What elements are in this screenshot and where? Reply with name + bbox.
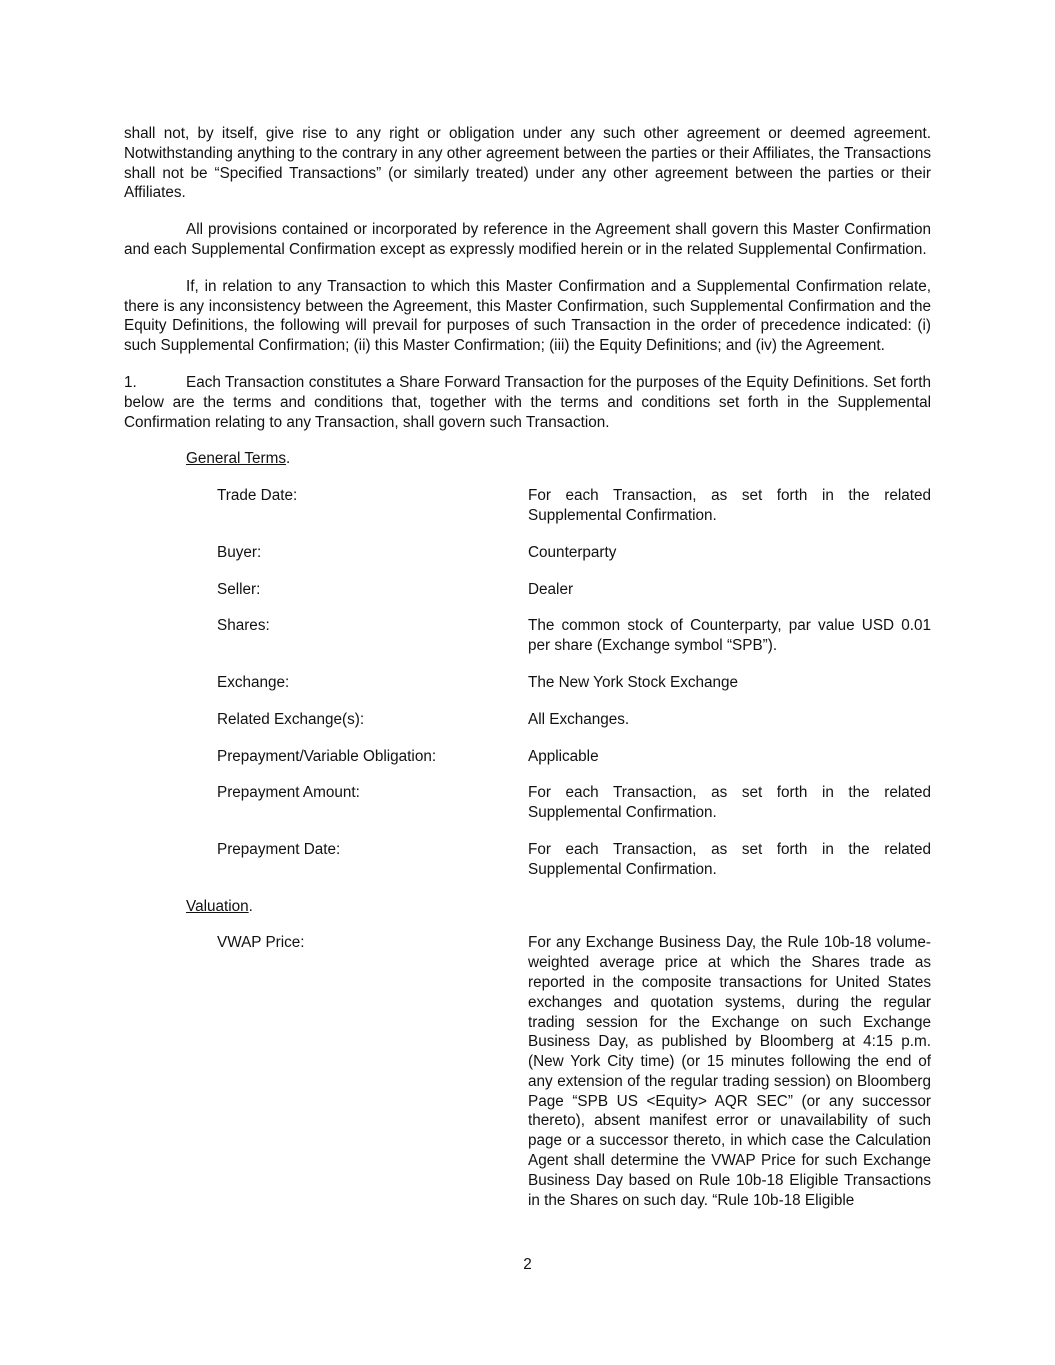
- heading-suffix: .: [248, 897, 253, 915]
- term-value: Applicable: [528, 747, 599, 765]
- term-row-buyer: [124, 543, 931, 563]
- term-row-vwap-price: [124, 933, 931, 1210]
- term-label: Shares:: [217, 617, 270, 635]
- general-terms-list: [124, 486, 931, 879]
- term-label: Prepayment Date:: [217, 840, 341, 858]
- heading-suffix: .: [286, 450, 291, 468]
- term-label: Related Exchange(s):: [217, 710, 365, 728]
- term-label: VWAP Price:: [217, 934, 305, 952]
- term-row-exchange: [124, 673, 931, 693]
- paragraph-provisions: All provisions contained or incorporated by reference in the Agreement shall govern this Master Confirmation and each Supplemental Confirmation except as expressly modified herein or in the related Supplemental Confirmation.: [124, 221, 931, 258]
- term-value: For each Transaction, as set forth in the related Supplemental Confirmation.: [528, 784, 931, 822]
- term-value: For each Transaction, as set forth in the related Supplemental Confirmation.: [528, 840, 931, 878]
- term-value: The common stock of Counterparty, par value USD 0.01 per share (Exchange symbol “SPB”).: [528, 617, 931, 655]
- section-heading-valuation: [186, 897, 931, 917]
- term-value: Dealer: [528, 580, 574, 598]
- term-label: Buyer:: [217, 543, 262, 561]
- paragraph-precedence: If, in relation to any Transaction to which this Master Confirmation and a Supplemental Confirmation relate, there is any inconsistency between the Agreement, this Master Confirmation, such Supplemental Confirmation and the Equity Definitions, the following will prevail for purposes of such Transaction in the order of precedence indicated: (i) such Supplemental Confirmation; (ii) this Master Confirmation; (iii) the Equity Definitions; and (iv) the Agreement.: [124, 277, 931, 355]
- term-row-related-exchanges: [124, 710, 931, 730]
- term-row-prepayment-amount: [124, 783, 931, 823]
- page-number: 2: [523, 1256, 532, 1273]
- term-row-seller: [124, 580, 931, 600]
- paragraph-text: Each Transaction constitutes a Share Forward Transaction for the purposes of the Equity Definitions. Set forth below are the terms and conditions that, together with the terms and conditions set forth in the Supplemental Confirmation relating to any Transaction, shall govern such Transaction.: [124, 373, 931, 431]
- term-label: Seller:: [217, 580, 261, 598]
- heading-text: Valuation: [186, 897, 249, 915]
- term-value: For each Transaction, as set forth in the related Supplemental Confirmation.: [528, 487, 931, 524]
- document-page: [124, 124, 931, 1227]
- paragraph-number: 1.: [124, 373, 137, 391]
- term-value: All Exchanges.: [528, 710, 630, 728]
- term-label: Prepayment Amount:: [217, 784, 360, 802]
- valuation-terms-list: [124, 933, 931, 1210]
- section-heading-general-terms: [186, 449, 931, 469]
- heading-text: General Terms: [186, 450, 287, 468]
- term-row-prepayment-date: [124, 840, 931, 880]
- term-label: Trade Date:: [217, 487, 298, 505]
- term-row-shares: [124, 616, 931, 656]
- term-label: Prepayment/Variable Obligation:: [217, 747, 437, 765]
- paragraph-continuation: shall not, by itself, give rise to any right or obligation under any such other agreement or deemed agreement. Notwithstanding anything to the contrary in any other agreement between the parties or their Affiliates, the Transactions shall not be “Specified Transactions” (or similarly treated) under any other agreement between the parties or their Affiliates.: [124, 125, 931, 202]
- term-value: The New York Stock Exchange: [528, 673, 739, 691]
- term-label: Exchange:: [217, 673, 290, 691]
- term-row-trade-date: [124, 486, 931, 526]
- term-row-prepayment-variable-obligation: [124, 747, 931, 767]
- term-value: Counterparty: [528, 543, 617, 561]
- numbered-paragraph-1: [124, 373, 931, 432]
- term-value: For any Exchange Business Day, the Rule 10b-18 volume-weighted average price at which the Shares trade as reported in the composite transactions for United States exchanges and quotation systems, during the regular trading session for the Exchange on such Exchange Business Day, as published by Bloomberg at 4:15 p.m. (New York City time) (or 15 minutes following the end of any extension of the regular trading session) on Bloomberg Page “SPB US <Equity> AQR SEC” (or any successor thereto), absent manifest error or unavailability of such page or a successor thereto, in which case the Calculation Agent shall determine the VWAP Price for such Exchange Business Day based on Rule 10b-18 Eligible Transactions in the Shares on such day. “Rule 10b-18 Eligible: [528, 934, 931, 1209]
